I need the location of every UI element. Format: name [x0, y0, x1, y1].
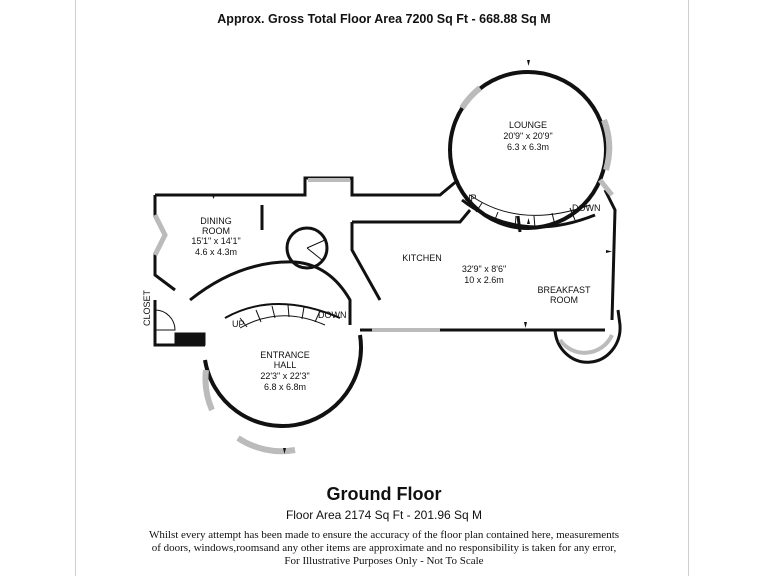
- dining-name-line2: ROOM: [202, 226, 230, 236]
- disclaimer-line-2: of doors, windows,roomsand any other items are approximate and no responsibility is taken for any error,: [151, 542, 617, 554]
- lounge-stair-up-label: UP: [464, 193, 477, 203]
- entrance-dims-metric: 6.8 x 6.8m: [263, 382, 307, 392]
- entrance-name-line1: ENTRANCE: [260, 350, 310, 360]
- breakfast-name-line2: ROOM: [550, 295, 578, 305]
- main-stair-down-label: DOWN: [318, 310, 347, 320]
- main-stair-inner: [240, 316, 325, 328]
- main-stair-up-label: UP: [232, 319, 245, 329]
- entrance-dims-imperial: 22'3" x 22'3": [260, 371, 310, 381]
- lounge-dims-imperial: 20'9" x 20'9": [503, 131, 553, 141]
- floor-title: Ground Floor: [326, 484, 442, 504]
- dining-name-line1: DINING: [200, 216, 232, 226]
- marker: [527, 60, 530, 66]
- kitchen-dims-imperial: 32'9" x 8'6": [461, 264, 507, 274]
- entrance-window: [238, 438, 295, 451]
- closet-label: CLOSET: [142, 289, 152, 326]
- entrance-name-line2: HALL: [273, 360, 297, 370]
- dining-bay-wall: [155, 195, 175, 290]
- walls: [155, 72, 620, 451]
- disclaimer-line-1: Whilst every attempt has been made to ensure the accuracy of the floor plan contained here, measurements: [148, 529, 620, 541]
- side-door: [155, 310, 175, 330]
- marker: [527, 218, 530, 224]
- marker: [524, 322, 527, 328]
- disclaimer-line-3: For Illustrative Purposes Only - Not To Scale: [284, 555, 484, 567]
- entrance-pillar: [175, 333, 205, 345]
- lounge-stair-down-label: DOWN: [572, 203, 601, 213]
- dining-dims-metric: 4.6 x 4.3m: [194, 247, 238, 257]
- dining-dims-imperial: 15'1" x 14'1": [191, 236, 241, 246]
- lounge-name: LOUNGE: [508, 120, 548, 130]
- lounge-stair-post: [518, 216, 520, 232]
- kitchen-name: KITCHEN: [402, 253, 442, 263]
- kitchen-dims-metric: 10 x 2.6m: [464, 275, 504, 285]
- total-area-heading: Approx. Gross Total Floor Area 7200 Sq Ft - 668.88 Sq M: [217, 12, 551, 26]
- marker: [212, 195, 215, 199]
- breakfast-name-line1: BREAKFAST: [537, 285, 591, 295]
- kitchen-north-wall: [352, 210, 470, 222]
- kitchen-west-wall: [352, 222, 380, 300]
- floor-area: Floor Area 2174 Sq Ft - 201.96 Sq M: [285, 508, 483, 522]
- dining-bay-window: [155, 215, 165, 255]
- breakfast-bay-window: [560, 335, 612, 353]
- north-wall: [155, 178, 458, 195]
- marker: [606, 250, 612, 253]
- east-wall: [605, 190, 615, 320]
- lounge-dims-metric: 6.3 x 6.3m: [506, 142, 550, 152]
- lounge-window: [462, 88, 480, 108]
- spiral-stair-detail: [307, 240, 325, 260]
- disclaimer: [0, 529, 768, 568]
